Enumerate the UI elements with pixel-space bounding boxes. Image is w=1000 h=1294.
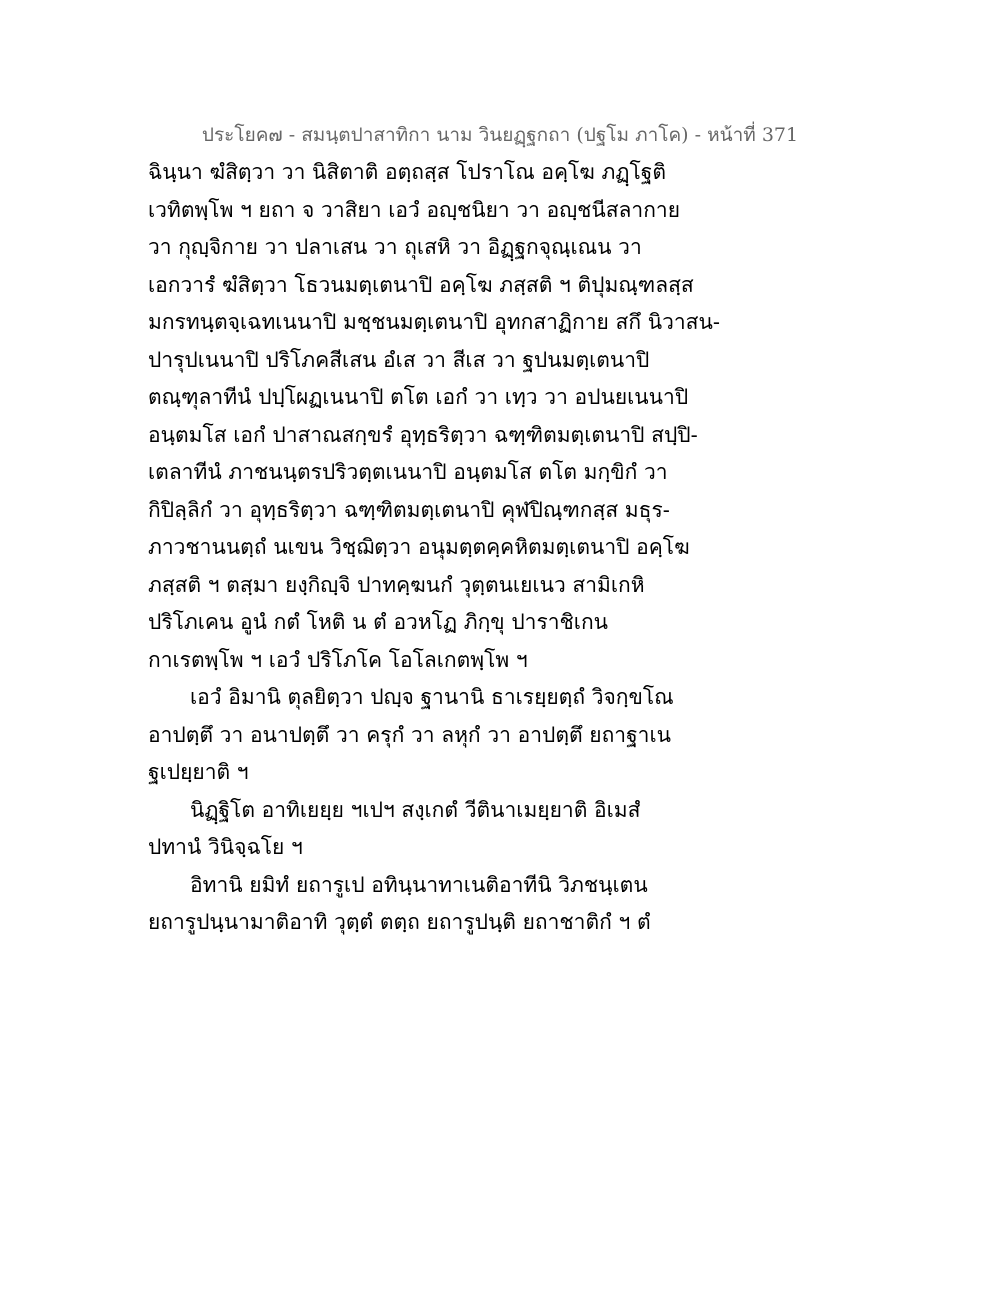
text-line: ภาวชานนตฺถํ นเขน วิชฺฌิตฺวา อนุมตฺตคฺคหิตมตฺเตนาปิ อคฺโฆ: [148, 535, 690, 559]
text-line: ฐเปยฺยาติ ฯ: [148, 760, 249, 784]
paragraph-first-line: เอวํ อิมานิ ตุลยิตฺวา ปญฺจ ฐานานิ ธาเรยฺยตฺถํ วิจกฺขโณ: [190, 685, 674, 709]
text-line: ฉินฺนา ฆํสิตฺวา วา นิสิตาติ อตฺถสฺส โปราโณ อคฺโฆ ภฏฺโฐติ: [148, 160, 666, 184]
page-header: ประโยค๗ - สมนฺตปาสาทิกา นาม วินยฏฺฐกถา (ปฐโม ภาโค) - หน้าที่ 371: [201, 124, 799, 146]
text-line: เตลาทีนํ ภาชนนฺตรปริวตฺตเนนาปิ อนฺตมโส ตโต มกฺขิกํ วา: [148, 460, 668, 484]
page-body: [148, 154, 868, 942]
text-line: อนฺตมโส เอกํ ปาสาณสกฺขรํ อุทฺธริตฺวา ฉฑฺฑิตมตฺเตนาปิ สปฺปิ-: [148, 422, 698, 447]
text-line: ปริโภเคน อูนํ กตํ โหติ น ตํ อวหโฏ ภิกฺขุ ปาราชิเกน: [148, 610, 609, 634]
text-line: ปารุปเนนาปิ ปริโภคสีเสน อํเส วา สีเส วา ฐปนมตฺเตนาปิ: [148, 347, 650, 372]
text-line: เอกวารํ ฆํสิตฺวา โธวนมตฺเตนาปิ อคฺโฆ ภสฺสติ ฯ ติปุมณฺฑลสฺส: [148, 272, 694, 297]
paragraph-first-line: อิทานิ ยมิทํ ยถารูเป อทินฺนาทาเนติอาทีนิ วิภชนฺเตน: [190, 872, 648, 897]
text-line: กิปิลฺลิกํ วา อุทฺธริตฺวา ฉฑฺฑิตมตฺเตนาปิ คุฬปิณฺฑกสฺส มธุร-: [148, 497, 670, 522]
text-line: ยถารูปนฺนามาติอาทิ วุตฺตํ ตตฺถ ยถารูปนฺติ ยถาชาติกํ ฯ ตํ: [148, 910, 651, 934]
text-line: ปทานํ วินิจฺฉโย ฯ: [148, 835, 303, 859]
text-line: ตณฺฑุลาทีนํ ปปฺโผฏเนนาปิ ตโต เอกํ วา เทฺว วา อปนยเนนาปิ: [148, 385, 689, 409]
text-line: กาเรตพฺโพ ฯ เอวํ ปริโภโค โอโลเกตพฺโพ ฯ: [148, 647, 528, 672]
paragraph-first-line: นิฏฺฐิโต อาทิเยยฺย ฯเปฯ สงฺเกตํ วีตินาเมยฺยาติ อิเมสํ: [190, 797, 641, 822]
text-line: มกรทนฺตจฺเฉทเนนาปิ มชฺชนมตฺเตนาปิ อุทกสาฏิกาย สกึ นิวาสน-: [148, 310, 720, 334]
text-line: วา กุญฺจิกาย วา ปลาเสน วา ถุเสหิ วา อิฏฺฐกจุณฺเณน วา: [148, 235, 642, 259]
text-line: อาปตฺตึ วา อนาปตฺตึ วา ครุกํ วา ลหุกํ วา อาปตฺตึ ยถาฐาเน: [148, 722, 671, 747]
text-line: เวทิตพฺโพ ฯ ยถา จ วาสิยา เอวํ อญฺชนิยา วา อญฺชนีสลากาย: [148, 197, 681, 222]
text-line: ภสฺสติ ฯ ตสฺมา ยงฺกิญฺจิ ปาทคฺฆนกํ วุตฺตนเยเนว สามิเกหิ: [148, 572, 645, 597]
